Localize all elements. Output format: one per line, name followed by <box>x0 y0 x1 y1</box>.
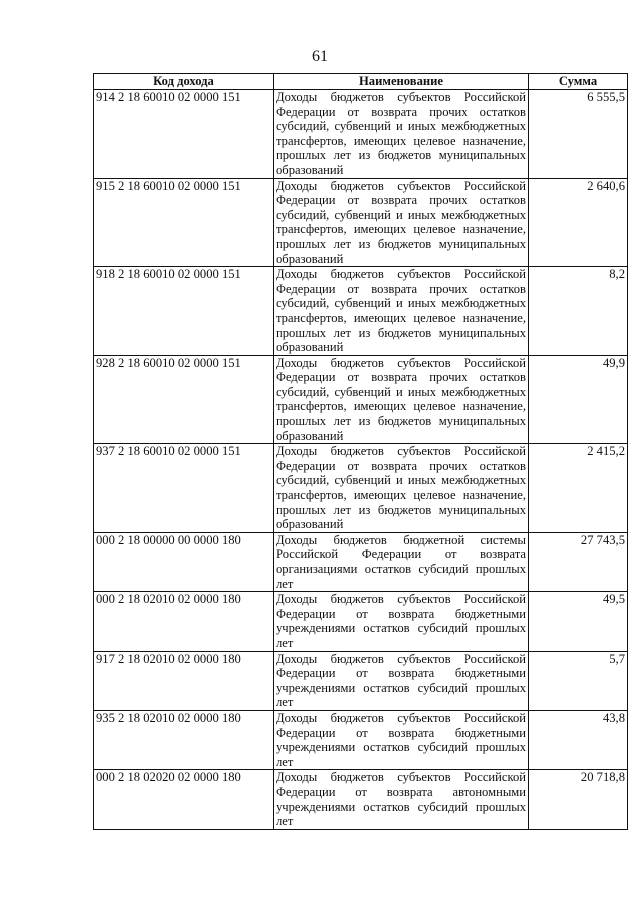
revenue-code: 937 2 18 60010 02 0000 151 <box>94 444 274 533</box>
revenue-sum: 27 743,5 <box>529 532 628 591</box>
table-row <box>94 592 628 651</box>
revenue-name: Доходы бюджетов субъектов Российской Федерации от возврата прочих остатков субсидий, субвенций и иных межбюджетных трансфертов, имеющих целевое назначение, прошлых лет из бюджетов муниципальных образований <box>274 90 529 179</box>
revenue-name: Доходы бюджетов субъектов Российской Федерации от возврата прочих остатков субсидий, субвенций и иных межбюджетных трансфертов, имеющих целевое назначение, прошлых лет из бюджетов муниципальных образований <box>274 444 529 533</box>
revenue-code: 000 2 18 00000 00 0000 180 <box>94 532 274 591</box>
table-header-row <box>94 74 628 90</box>
revenue-code: 935 2 18 02010 02 0000 180 <box>94 710 274 769</box>
revenue-name: Доходы бюджетов субъектов Российской Федерации от возврата автономными учреждениями остатков субсидий прошлых лет <box>274 770 529 829</box>
revenue-sum: 8,2 <box>529 267 628 356</box>
revenue-sum: 6 555,5 <box>529 90 628 179</box>
revenue-code: 928 2 18 60010 02 0000 151 <box>94 355 274 444</box>
page-number: 61 <box>312 48 328 65</box>
revenue-code: 915 2 18 60010 02 0000 151 <box>94 178 274 267</box>
table-row <box>94 90 628 179</box>
header-sum: Сумма <box>529 74 628 90</box>
revenue-name: Доходы бюджетов субъектов Российской Федерации от возврата прочих остатков субсидий, субвенций и иных межбюджетных трансфертов, имеющих целевое назначение, прошлых лет из бюджетов муниципальных образований <box>274 355 529 444</box>
revenue-sum: 49,5 <box>529 592 628 651</box>
revenue-code: 000 2 18 02010 02 0000 180 <box>94 592 274 651</box>
revenue-sum: 49,9 <box>529 355 628 444</box>
revenue-name: Доходы бюджетов субъектов Российской Федерации от возврата бюджетными учреждениями остатков субсидий прошлых лет <box>274 651 529 710</box>
table-row <box>94 532 628 591</box>
header-name: Наименование <box>274 74 529 90</box>
header-code: Код дохода <box>94 74 274 90</box>
revenue-sum: 43,8 <box>529 710 628 769</box>
table-row <box>94 267 628 356</box>
revenue-sum: 2 640,6 <box>529 178 628 267</box>
table-row <box>94 178 628 267</box>
revenue-name: Доходы бюджетов субъектов Российской Федерации от возврата прочих остатков субсидий, субвенций и иных межбюджетных трансфертов, имеющих целевое назначение, прошлых лет из бюджетов муниципальных образований <box>274 267 529 356</box>
revenue-name: Доходы бюджетов субъектов Российской Федерации от возврата бюджетными учреждениями остатков субсидий прошлых лет <box>274 710 529 769</box>
revenue-table <box>93 73 628 830</box>
table-row <box>94 355 628 444</box>
revenue-sum: 2 415,2 <box>529 444 628 533</box>
revenue-code: 000 2 18 02020 02 0000 180 <box>94 770 274 829</box>
table-row <box>94 770 628 829</box>
table-row <box>94 444 628 533</box>
revenue-name: Доходы бюджетов бюджетной системы Российской Федерации от возврата организациями остатков субсидий прошлых лет <box>274 532 529 591</box>
revenue-code: 918 2 18 60010 02 0000 151 <box>94 267 274 356</box>
revenue-code: 917 2 18 02010 02 0000 180 <box>94 651 274 710</box>
revenue-sum: 20 718,8 <box>529 770 628 829</box>
revenue-name: Доходы бюджетов субъектов Российской Федерации от возврата бюджетными учреждениями остатков субсидий прошлых лет <box>274 592 529 651</box>
revenue-name: Доходы бюджетов субъектов Российской Федерации от возврата прочих остатков субсидий, субвенций и иных межбюджетных трансфертов, имеющих целевое назначение, прошлых лет из бюджетов муниципальных образований <box>274 178 529 267</box>
revenue-sum: 5,7 <box>529 651 628 710</box>
table-row <box>94 710 628 769</box>
revenue-code: 914 2 18 60010 02 0000 151 <box>94 90 274 179</box>
table-row <box>94 651 628 710</box>
